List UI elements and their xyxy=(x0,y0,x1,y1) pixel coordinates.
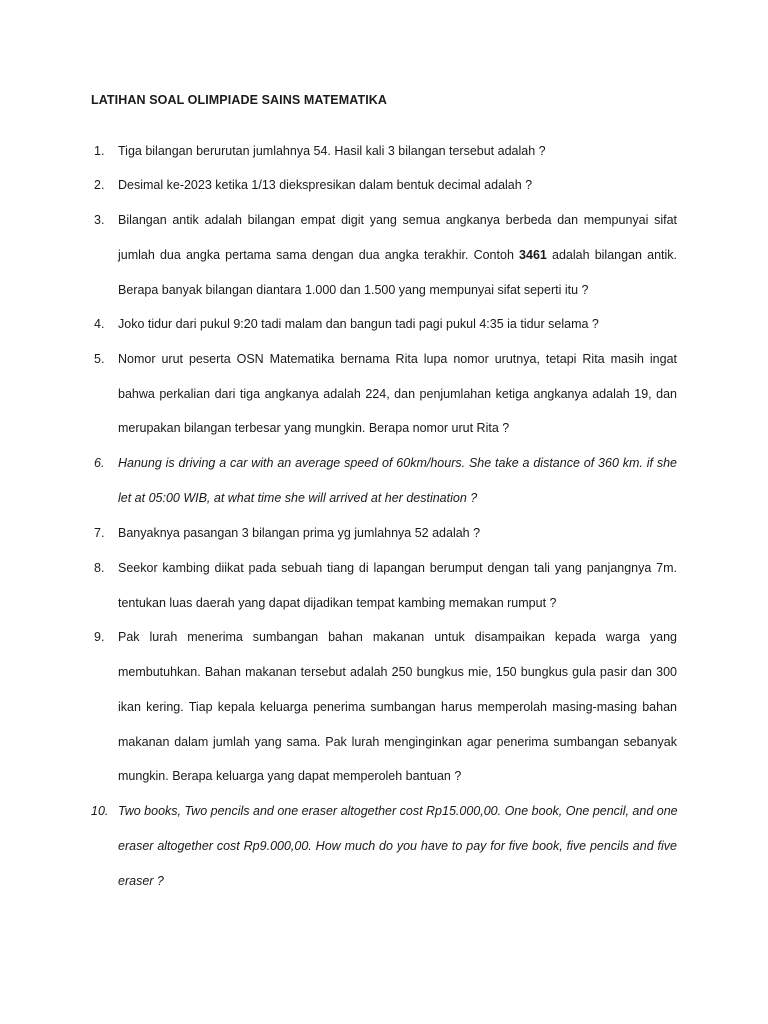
question-5-line-1: Nomor urut peserta OSN Matematika bernama Rita lupa nomor urutnya, tetapi Rita masih ingat xyxy=(118,352,677,366)
question-5-line-2: bahwa perkalian dari tiga angkanya adalah 224, dan penjumlahan ketiga angkanya adalah 19, dan xyxy=(118,387,677,401)
question-number: 9. xyxy=(94,630,105,644)
question-6-line-2: let at 05:00 WIB, at what time she will arrived at her destination ? xyxy=(118,491,478,505)
question-10-line-3: eraser ? xyxy=(118,874,164,888)
example-number: 3461 xyxy=(519,248,547,262)
question-6-line-1: Hanung is driving a car with an average speed of 60km/hours. She take a distance of 360 km. if she xyxy=(118,456,677,470)
question-5-line-3: merupakan bilangan terbesar yang mungkin. Berapa nomor urut Rita ? xyxy=(118,421,510,435)
question-10-line-1: Two books, Two pencils and one eraser altogether cost Rp15.000,00. One book, One pencil, and one xyxy=(118,804,678,818)
question-9-line-3: ikan kering. Tiap kepala keluarga penerima sumbangan harus memperolah masing-masing bahan xyxy=(118,700,677,714)
question-3-line-2 xyxy=(118,247,677,263)
question-4-line-1: Joko tidur dari pukul 9:20 tadi malam dan bangun tadi pagi pukul 4:35 ia tidur selama ? xyxy=(118,317,599,331)
question-3-line-2-tail: adalah bilangan antik. xyxy=(552,248,677,262)
question-number: 1. xyxy=(94,144,105,158)
question-8-line-2: tentukan luas daerah yang dapat dijadikan tempat kambing memakan rumput ? xyxy=(118,596,557,610)
question-number: 6. xyxy=(94,456,105,470)
question-3-line-3: Berapa banyak bilangan diantara 1.000 dan 1.500 yang mempunyai sifat seperti itu ? xyxy=(118,283,589,297)
question-9-line-1: Pak lurah menerima sumbangan bahan makanan untuk disampaikan kepada warga yang xyxy=(118,630,677,644)
question-7-line-1: Banyaknya pasangan 3 bilangan prima yg jumlahnya 52 adalah ? xyxy=(118,526,481,540)
question-9-line-5: mungkin. Berapa keluarga yang dapat memperoleh bantuan ? xyxy=(118,769,462,783)
question-10-line-2: eraser altogether cost Rp9.000,00. How much do you have to pay for five book, five pencils and five xyxy=(118,839,677,853)
question-number: 8. xyxy=(94,561,105,575)
question-number: 4. xyxy=(94,317,105,331)
question-9-line-2: membutuhkan. Bahan makanan tersebut adalah 250 bungkus mie, 150 bungkus gula pasir dan 300 xyxy=(118,665,677,679)
question-8-line-1: Seekor kambing diikat pada sebuah tiang di lapangan berumput dengan tali yang panjangnya 7m. xyxy=(118,561,677,575)
question-number: 3. xyxy=(94,213,105,227)
question-2-line-1: Desimal ke-2023 ketika 1/13 diekspresikan dalam bentuk decimal adalah ? xyxy=(118,178,533,192)
question-9-line-4: makanan dalam jumlah yang sama. Pak lurah menginginkan agar penerima sumbangan sebanyak xyxy=(118,735,677,749)
question-3-line-1: Bilangan antik adalah bilangan empat digit yang semua angkanya berbeda dan mempunyai sifat xyxy=(118,213,677,227)
question-number: 5. xyxy=(94,352,105,366)
document-title: LATIHAN SOAL OLIMPIADE SAINS MATEMATIKA xyxy=(91,93,388,107)
question-3-line-2-text: jumlah dua angka pertama sama dengan dua angka terakhir. Contoh xyxy=(118,248,514,262)
question-number: 2. xyxy=(94,178,105,192)
question-number: 10. xyxy=(91,804,109,818)
question-number: 7. xyxy=(94,526,105,540)
question-1-line-1: Tiga bilangan berurutan jumlahnya 54. Hasil kali 3 bilangan tersebut adalah ? xyxy=(118,144,546,158)
